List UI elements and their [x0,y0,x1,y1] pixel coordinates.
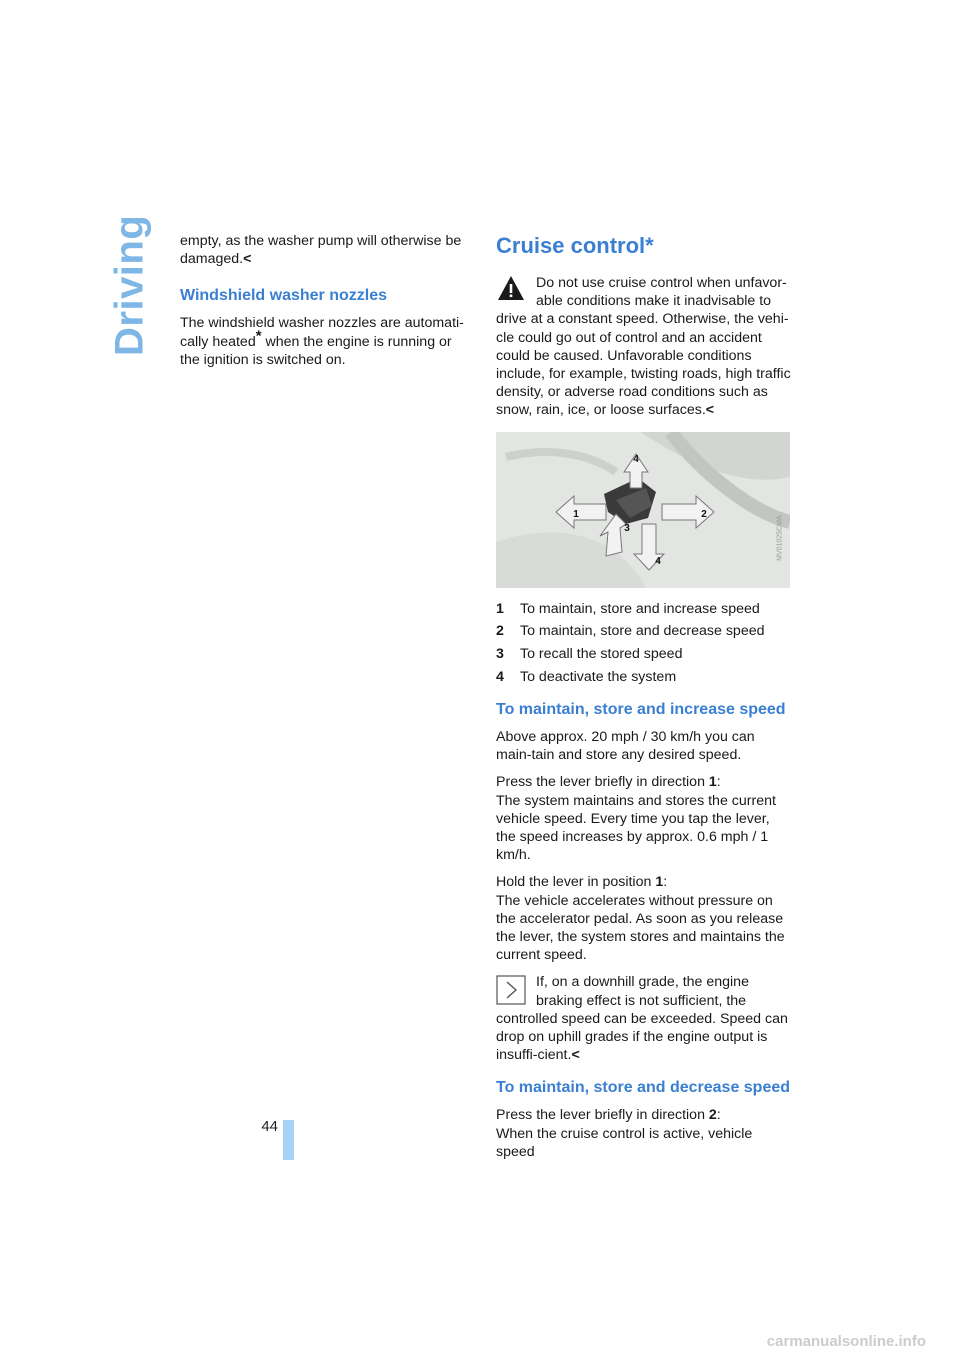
page-number: 44 [261,1118,278,1135]
increase-speed-heading: To maintain, store and increase speed [496,700,786,718]
warning-text: Do not use cruise control when unfavor-able conditions make it inadvisable to drive at a constant speed. Otherwise, the vehi-cle could go out of control and an accident could be caused. Unfavorable conditions include, for example, twisting roads, high traffic density, or adverse road conditions such as snow, rain, ice, or loose surfaces. [496,275,791,419]
figure-label-3: 3 [624,522,630,534]
washer-nozzles-heading: Windshield washer nozzles [180,287,388,305]
warning-triangle-icon [496,274,526,302]
figure-label-1: 1 [573,508,579,520]
steering-lever-illustration [496,432,790,588]
figure-label-2: 2 [701,508,707,520]
figure-label-4-bottom: 4 [655,555,661,567]
legend-item: 4 To deactivate the system [496,668,677,685]
legend-item: 2 To maintain, store and decrease speed [496,623,765,640]
warning-block [496,274,791,420]
note-block [496,973,791,1064]
figure-legend [496,600,791,686]
note-text: If, on a downhill grade, the engine braking effect is not sufficient, the controlled speed can be exceeded. Speed can drop on uphill grades if the engine output is insuffi-cient. [496,974,788,1064]
press-lever-direction-2: Press the lever briefly in direction 2: When the cruise control is active, vehicle speed [496,1107,753,1160]
figure-code: MV01025CMA [777,515,785,562]
decrease-speed-heading: To maintain, store and decrease speed [496,1079,791,1097]
cruise-control-lever-figure [496,432,790,588]
legend-item: 3 To recall the stored speed [496,646,683,663]
watermark: carmanualsonline.info [766,1333,926,1350]
section-title: Driving [107,214,152,356]
note-arrow-icon [496,975,526,1005]
figure-label-4-top: 4 [633,453,639,465]
end-mark: < [705,402,715,419]
cruise-control-heading: Cruise control* [496,233,654,258]
legend-item: 1 To maintain, store and increase speed [496,600,760,617]
hold-lever-position-1: Hold the lever in position 1: The vehicle accelerates without pressure on the accelerator pedal. As soon as you release the lever, the system stores and maintains the current speed. [496,874,785,964]
end-mark: < [243,251,252,268]
washer-nozzles-paragraph: The windshield washer nozzles are automati-cally heated* when the engine is running or the ignition is switched on. [180,315,464,368]
intro-paragraph: empty, as the washer pump will otherwise be damaged.< [180,233,462,268]
left-column [180,232,465,378]
end-mark: < [571,1047,580,1064]
increase-speed-intro: Above approx. 20 mph / 30 km/h you can main-tain and store any desired speed. [496,728,755,764]
page-marker-bar [283,1120,294,1160]
optional-asterisk: * [255,326,262,344]
right-column [496,232,791,1170]
press-lever-direction-1: Press the lever briefly in direction 1: The system maintains and stores the current vehicle speed. Every time you tap the lever, the speed increases by approx. 0.6 mph / 1 km/h. [496,774,776,864]
